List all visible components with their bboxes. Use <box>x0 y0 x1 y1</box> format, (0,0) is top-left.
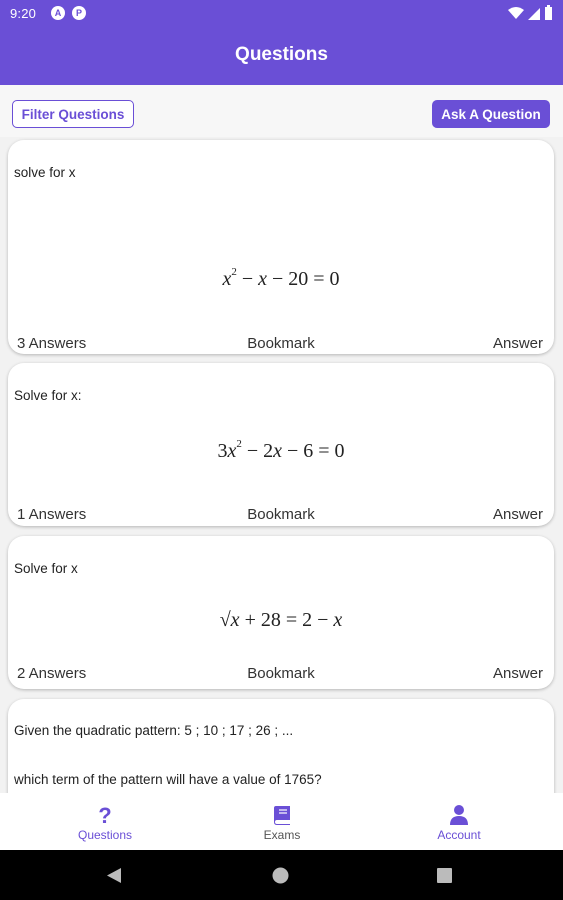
question-icon <box>45 804 165 826</box>
nav-questions-label: Questions <box>77 828 133 842</box>
question-card[interactable] <box>8 536 554 689</box>
status-icons <box>508 5 553 20</box>
wifi-icon <box>508 6 524 20</box>
question-equation: √x + 28 = 2 − x <box>219 609 343 631</box>
signal-icon <box>528 6 540 20</box>
app-header <box>0 0 563 85</box>
answers-count[interactable]: 2 Answers <box>17 665 87 682</box>
question-footer <box>8 506 554 526</box>
recents-icon[interactable] <box>437 868 452 883</box>
answers-count[interactable]: 1 Answers <box>17 506 87 523</box>
bottom-navigation <box>0 793 563 850</box>
question-footer <box>8 335 554 355</box>
question-equation: $3x^2 - 2x - 6 = 0$ <box>217 438 345 462</box>
action-row <box>0 85 563 137</box>
question-title: Solve for x: <box>14 388 82 403</box>
nav-questions[interactable] <box>45 793 165 850</box>
nav-account[interactable] <box>399 793 519 850</box>
book-icon <box>222 804 342 826</box>
nav-account-label: Account <box>437 828 481 842</box>
answer-button[interactable]: Answer <box>492 665 543 682</box>
status-time: 9:20 <box>10 6 37 21</box>
notification-badge-p: P <box>72 6 86 20</box>
back-icon[interactable] <box>106 867 122 884</box>
question-title: Solve for x <box>14 561 78 576</box>
status-bar <box>0 0 563 28</box>
question-footer <box>8 665 554 685</box>
answer-button[interactable]: Answer <box>492 506 543 523</box>
svg-text:?: ? <box>98 804 112 826</box>
ask-question-button[interactable]: Ask A Question <box>432 100 550 128</box>
bookmark-button[interactable]: Bookmark <box>247 335 315 352</box>
question-card[interactable] <box>8 140 554 354</box>
question-text-line2: which term of the pattern will have a value of 1765? <box>14 772 322 787</box>
question-list[interactable] <box>0 137 563 793</box>
filter-questions-button[interactable]: Filter Questions <box>12 100 134 128</box>
notification-badge-a: A <box>51 6 65 20</box>
home-icon[interactable] <box>272 867 289 884</box>
answer-button[interactable]: Answer <box>492 335 543 352</box>
system-nav-bar <box>0 850 563 900</box>
battery-icon <box>544 5 553 20</box>
question-card[interactable] <box>8 699 554 793</box>
page-title: Questions <box>235 44 328 65</box>
nav-exams-label: Exams <box>263 828 301 842</box>
question-text-line1: Given the quadratic pattern: 5 ; 10 ; 17 ; 26 ; ... <box>14 723 294 738</box>
question-card[interactable] <box>8 363 554 526</box>
bookmark-button[interactable]: Bookmark <box>247 665 315 682</box>
bookmark-button[interactable]: Bookmark <box>247 506 315 523</box>
question-equation: $x^2 - x - 20 = 0$ <box>222 266 340 290</box>
nav-exams[interactable] <box>222 793 342 850</box>
question-title: solve for x <box>14 165 76 180</box>
answers-count[interactable]: 3 Answers <box>17 335 87 352</box>
person-icon <box>399 804 519 826</box>
